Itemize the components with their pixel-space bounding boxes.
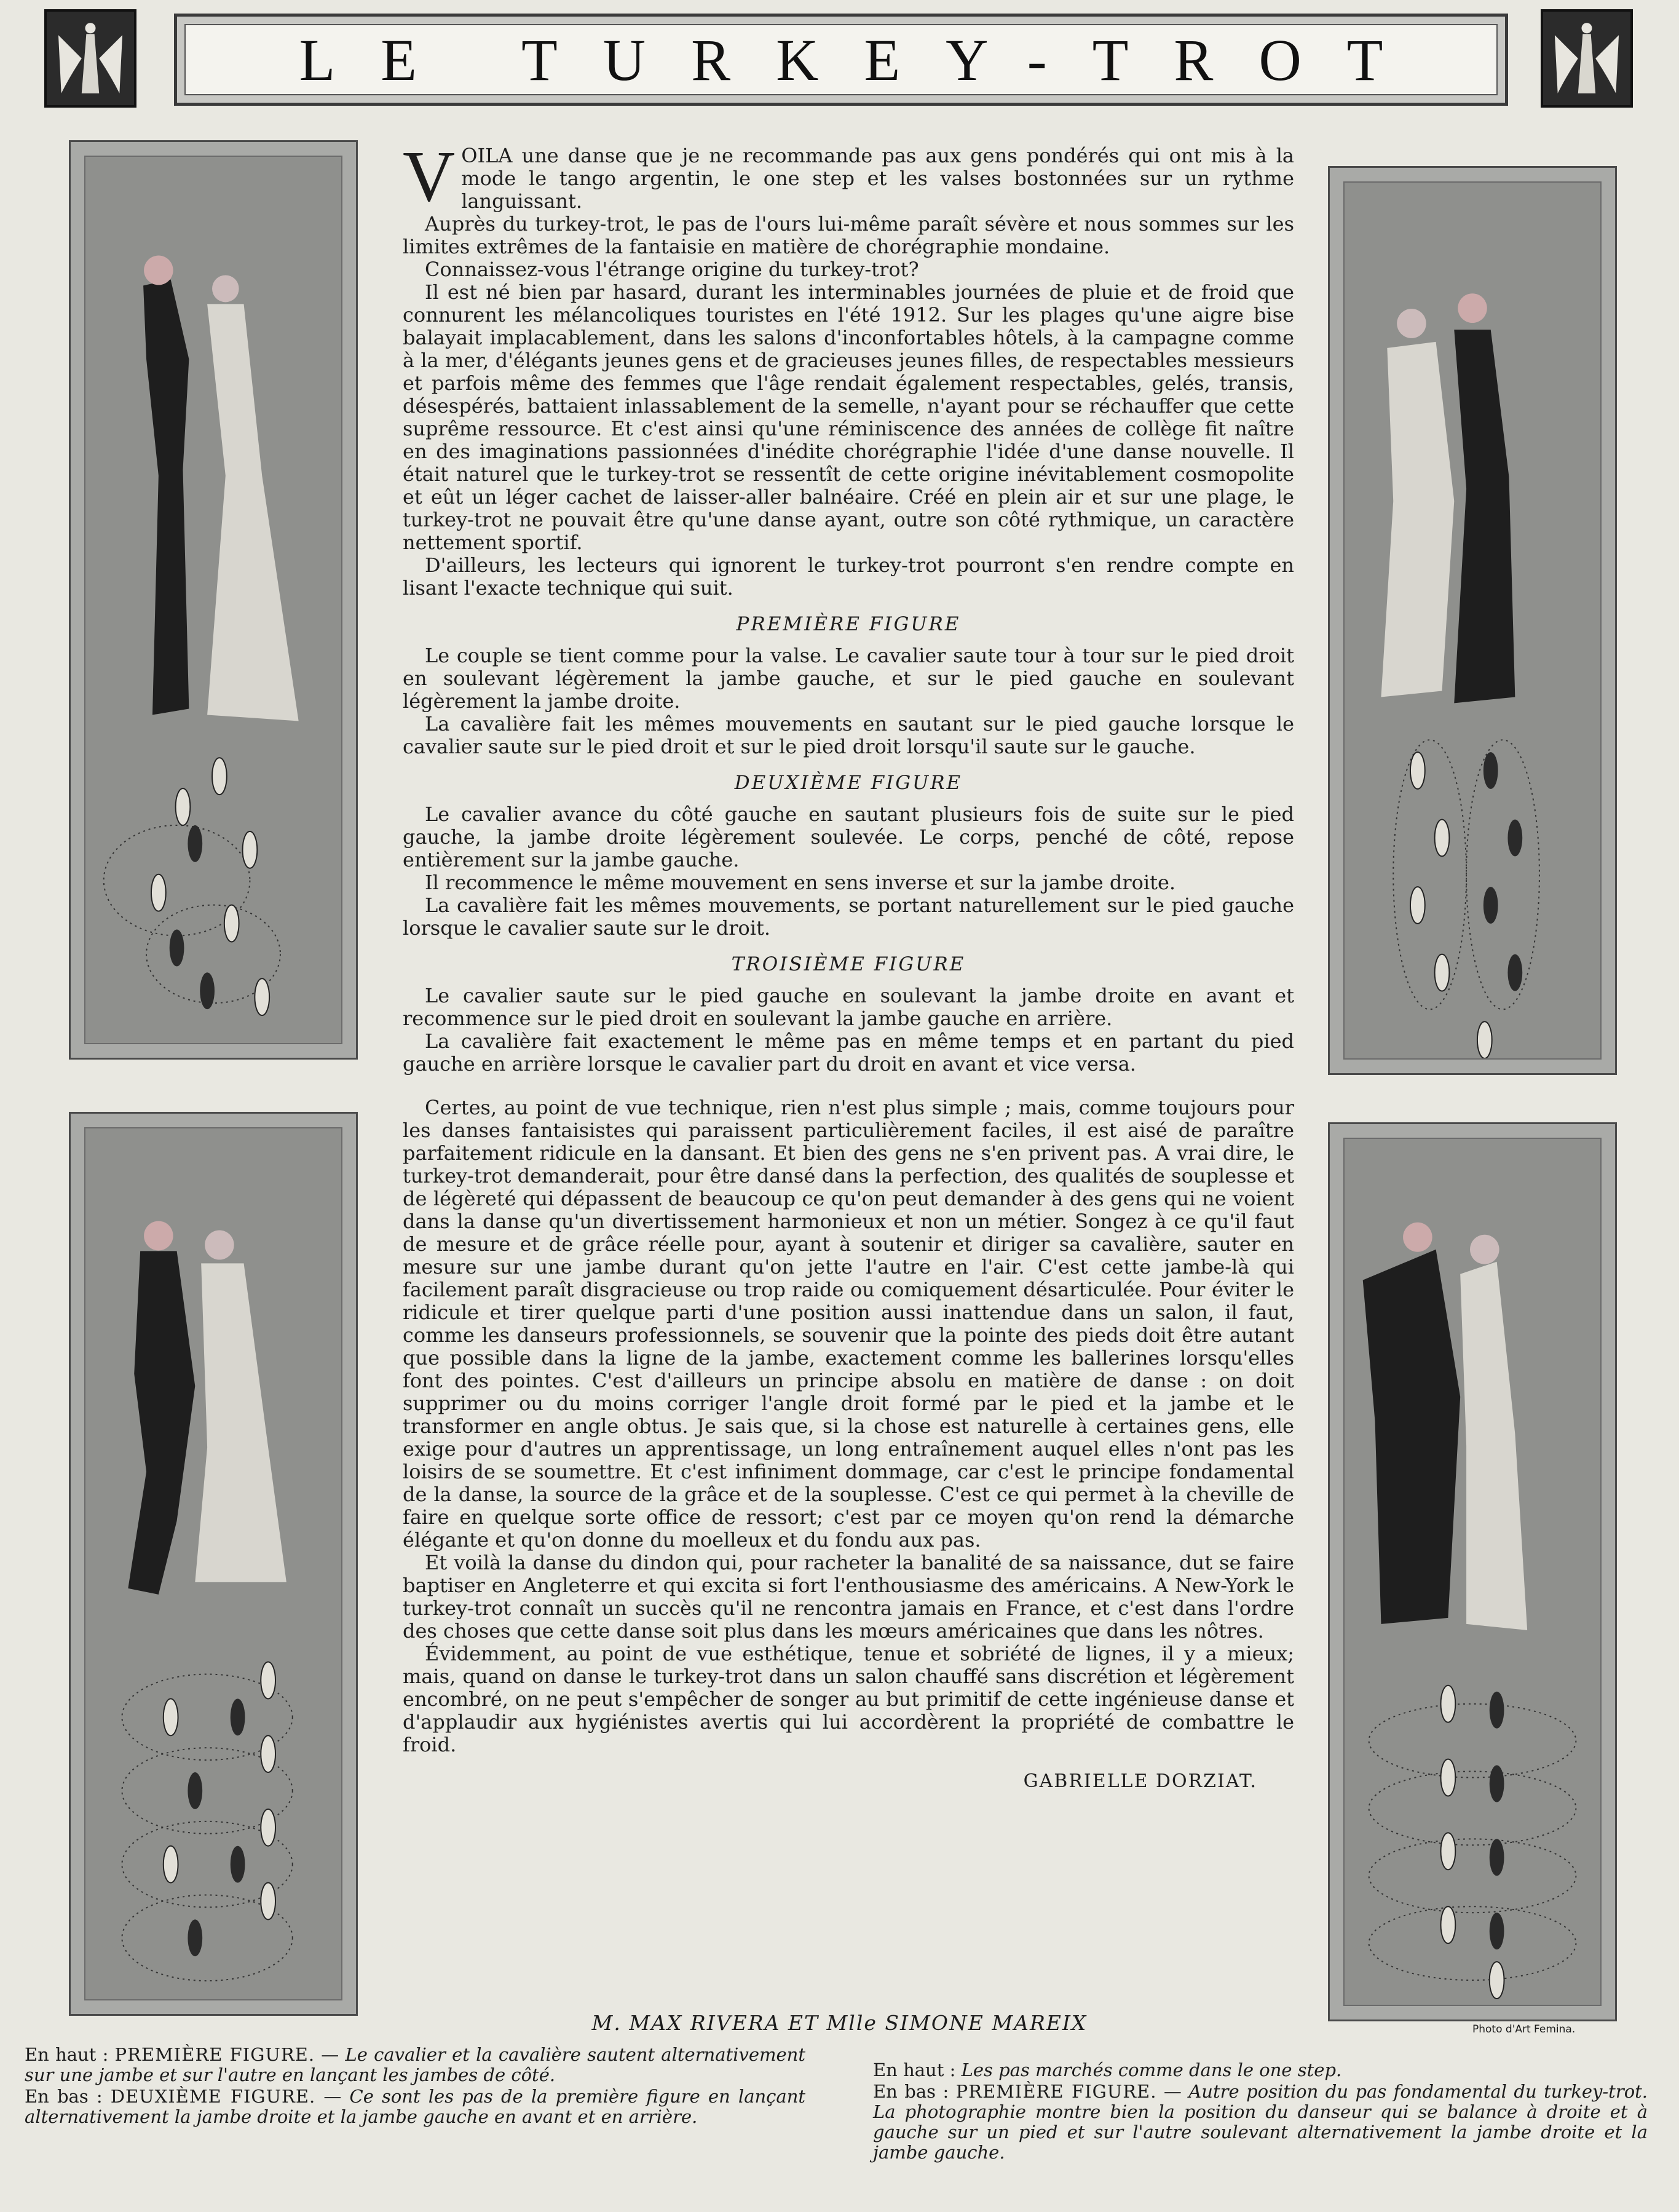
caption-bottom: En bas : PREMIÈRE FIGURE. — Autre position du pas fondamental du turkey-trot. La photographie montre bien la position du danseur qui se balance à droite et à gauche sur un pied et sur l'autre soulevant alternativement la jambe droite et la jambe gauche. bbox=[873, 2081, 1648, 2163]
article-paragraph: D'ailleurs, les lecteurs qui ignorent le turkey-trot pourront s'en rendre compte en lisant l'exacte technique qui suit. bbox=[403, 553, 1294, 600]
title-frame bbox=[174, 14, 1508, 106]
couple-figure-illustration bbox=[1345, 183, 1600, 1058]
caption-figure: PREMIÈRE FIGURE. bbox=[114, 2044, 315, 2065]
caption-label: En haut : bbox=[873, 2059, 956, 2080]
caption-text: Le cavalier et la cavalière sautent alternativement sur une jambe et sur l'autre en lançant les jambes de côté. bbox=[25, 2044, 805, 2085]
dancers-credit-line: M. MAX RIVERA ET Mlle SIMONE MAREIX bbox=[591, 2011, 1088, 2035]
caption-top: En haut : PREMIÈRE FIGURE. — Le cavalier et la cavalière sautent alternativement sur une jambe et sur l'autre en lançant les jambes de côté. bbox=[25, 2044, 805, 2085]
figure-paragraph: La cavalière fait les mêmes mouvements, se portant naturellement sur le pied gauche lorsque le cavalier saute sur le droit. bbox=[403, 894, 1294, 940]
article-paragraph: Et voilà la danse du dindon qui, pour racheter la banalité de sa naissance, dut se faire baptiser en Angleterre et qui excita si fort l'enthousiasme des américains. A New-York le turkey-trot connaît un succès qu'il ne rencontra jamais en France, et c'est dans l'ordre des choses que cette danse soit plus dans les mœurs américaines que dans les nôtres. bbox=[403, 1551, 1294, 1643]
caption-label: En bas : bbox=[873, 2081, 949, 2102]
figure-heading: PREMIÈRE FIGURE bbox=[736, 613, 961, 635]
figure-heading: DEUXIÈME FIGURE bbox=[734, 772, 963, 794]
couple-figure-illustration bbox=[1345, 1139, 1600, 2005]
figure-heading: TROISIÈME FIGURE bbox=[731, 953, 966, 975]
caption-label: En haut : bbox=[25, 2044, 109, 2065]
photo-panel-bottom-right bbox=[1328, 1122, 1617, 2021]
title-inner bbox=[184, 24, 1498, 95]
dancing-couple-photo bbox=[84, 156, 342, 1044]
article-body bbox=[403, 136, 1294, 1793]
caption-figure: PREMIÈRE FIGURE. bbox=[955, 2081, 1157, 2102]
figure-paragraph: Le cavalier saute sur le pied gauche en soulevant la jambe droite en avant et recommence sur le pied droit en soulevant la jambe gauche en arrière. bbox=[403, 984, 1294, 1030]
dancing-couple-photo bbox=[1343, 1138, 1602, 2006]
article-paragraph: Connaissez-vous l'étrange origine du turkey-trot? bbox=[425, 258, 919, 281]
caption-left bbox=[25, 2045, 805, 2128]
figure-paragraph: La cavalière fait les mêmes mouvements en sautant sur le pied gauche lorsque le cavalier saute sur le pied droit et sur le pied droit lorsqu'il saute sur le gauche. bbox=[403, 712, 1294, 758]
dancing-couple-photo bbox=[1343, 181, 1602, 1060]
caption-figure: DEUXIÈME FIGURE. bbox=[110, 2086, 316, 2107]
photo-panel-top-right bbox=[1328, 166, 1617, 1075]
couple-figure-illustration bbox=[85, 157, 341, 1043]
dancing-couple-photo bbox=[84, 1127, 342, 2000]
intro-text: une danse que je ne recommande pas aux gens pondérés qui ont mis à la mode le tango argentin, le one step et les valses bostonnées sur un rythme languissant. bbox=[461, 144, 1294, 213]
photo-credit: Photo d'Art Femina. bbox=[1472, 2023, 1576, 2036]
section-gap bbox=[403, 1076, 1294, 1096]
figure-paragraph: Le couple se tient comme pour la valse. Le cavalier saute tour à tour sur le pied droit en soulevant légèrement la jambe gauche, et sur le pied gauche en soulevant légèrement la jambe droite. bbox=[403, 644, 1294, 713]
figure-paragraph: Le cavalier avance du côté gauche en sautant plusieurs fois de suite sur le pied gauche, la jambe droite légèrement soulevée. Le corps, penché de côté, repose entièrement sur la jambe gauche. bbox=[403, 803, 1294, 871]
drop-cap: V bbox=[403, 136, 456, 216]
article-paragraph: Il est né bien par hasard, durant les interminables journées de pluie et de froid que connurent les mélancoliques touristes en l'été 1912. Sur les plages qu'une aigre bise balayait implacablement, dans les salons d'inconfortables hôtels, à la campagne comme à la mer, d'élégants jeunes gens et de gracieuses jeunes filles, de respectables messieurs et parfois même des femmes que l'âge rendait également respectables, gelés, transis, désespérés, battaient inlassablement de la semelle, n'ayant pour se réchauffer que cette suprême ressource. Et c'est ainsi qu'une réminiscence des années de collège fit naître en des imaginations passionnées d'inédite chorégraphie l'idée d'une danse nouvelle. Il était naturel que le turkey-trot se ressentît de cette origine inévitablement cosmopolite et eût un léger cachet de laisser-aller balnéaire. Créé en plein air et sur une plage, le turkey-trot ne pouvait être qu'une danse ayant, outre son côté rythmique, un caractère nettement sportif. bbox=[403, 280, 1294, 554]
caption-text: Ce sont les pas de la première figure en lançant alternativement la jambe droite et la jambe gauche en avant et en arrière. bbox=[25, 2086, 806, 2127]
dancer-ornament-icon bbox=[1543, 12, 1630, 105]
intro-lead: OILA bbox=[461, 144, 513, 167]
caption-right bbox=[873, 2060, 1648, 2164]
dancer-ornament-left bbox=[44, 9, 136, 108]
article-paragraph: Évidemment, au point de vue esthétique, tenue et sobriété de lignes, il y a mieux; mais, quand on danse le turkey-trot dans un salon chauffé sans discrétion et légèrement encombré, on ne peut s'empêcher de songer au but primitif de cette ingénieuse danse et d'applaudir aux hygiénistes avertis qui lui accordèrent la propriété de combattre le froid. bbox=[403, 1642, 1294, 1756]
photo-panel-bottom-left bbox=[69, 1112, 358, 2016]
caption-text: Les pas marchés comme dans le one step. bbox=[961, 2059, 1342, 2080]
article-paragraph: Auprès du turkey-trot, le pas de l'ours lui-même paraît sévère et nous sommes sur les limites extrêmes de la fantaisie en matière de chorégraphie mondaine. bbox=[403, 212, 1294, 258]
caption-bottom: En bas : DEUXIÈME FIGURE. — Ce sont les pas de la première figure en lançant alternativement la jambe droite et la jambe gauche en avant et en arrière. bbox=[25, 2086, 806, 2127]
page-title: LE TURKEY-TROT bbox=[299, 26, 1429, 93]
intro-paragraph bbox=[403, 136, 1294, 216]
dancer-ornament-icon bbox=[47, 12, 134, 105]
couple-figure-illustration bbox=[85, 1128, 341, 1999]
caption-text: Autre position du pas fondamental du turkey-trot. La photographie montre bien la position du danseur qui se balance à droite et à gauche sur un pied et sur l'autre soulevant alternativement la jambe droite et la jambe gauche. bbox=[873, 2081, 1648, 2163]
caption-top bbox=[873, 2060, 1648, 2080]
author-signature: GABRIELLE DORZIAT. bbox=[1023, 1770, 1257, 1792]
figure-paragraph: La cavalière fait exactement le même pas en même temps et en partant du pied gauche en arrière lorsque le cavalier part du droit en avant et vice versa. bbox=[403, 1029, 1294, 1076]
photo-panel-top-left bbox=[69, 140, 358, 1060]
caption-label: En bas : bbox=[25, 2086, 103, 2107]
dancer-ornament-right bbox=[1541, 9, 1633, 108]
article-paragraph: Certes, au point de vue technique, rien n'est plus simple ; mais, comme toujours pour les danses fantaisistes qui paraissent particulièrement faciles, il est aisé de paraître parfaitement ridicule en la dansant. Et bien des gens ne s'en privent pas. A vrai dire, le turkey-trot demanderait, pour être dansé dans la perfection, des qualités de souplesse et de légèreté qui dépassent de beaucoup ce qu'on peut demander à des gens qui ne voient dans la danse qu'un divertissement harmonieux et non un métier. Songez à ce qu'il faut de mesure et de grâce réelle pour, ayant à soutenir et diriger sa cavalière, sauter en mesure sur une jambe durant qu'on jette l'autre en l'air. C'est cette jambe-là qui facilement paraît disgracieuse ou trop raide ou comiquement désarticulée. Pour éviter le ridicule et tirer quelque parti d'une position aussi inattendue dans un salon, il faut, comme les danseurs professionnels, se souvenir que la pointe des pieds doit être autant que possible dans la ligne de la jambe, exactement comme les ballerines lorsqu'elles font des pointes. C'est d'ailleurs un principe absolu en matière de danse : on doit supprimer ou du moins corriger l'angle droit formé par le pied et la jambe et le transformer en angle obtus. Je sais que, si la chose est naturelle à certaines gens, elle exige pour d'autres un apprentissage, un long entraînement auquel elles n'ont pas les loisirs de se soumettre. Et c'est infiniment dommage, car c'est le principe fondamental de la danse, la source de la grâce et de la souplesse. C'est ce qui permet à la cheville de faire en quelque sorte office de ressort; c'est par ce moyen qu'on rend la démarche élégante et qu'on donne du moelleux et du fondu aux pas. bbox=[403, 1096, 1294, 1552]
figure-paragraph: Il recommence le même mouvement en sens inverse et sur la jambe droite. bbox=[425, 871, 1176, 894]
